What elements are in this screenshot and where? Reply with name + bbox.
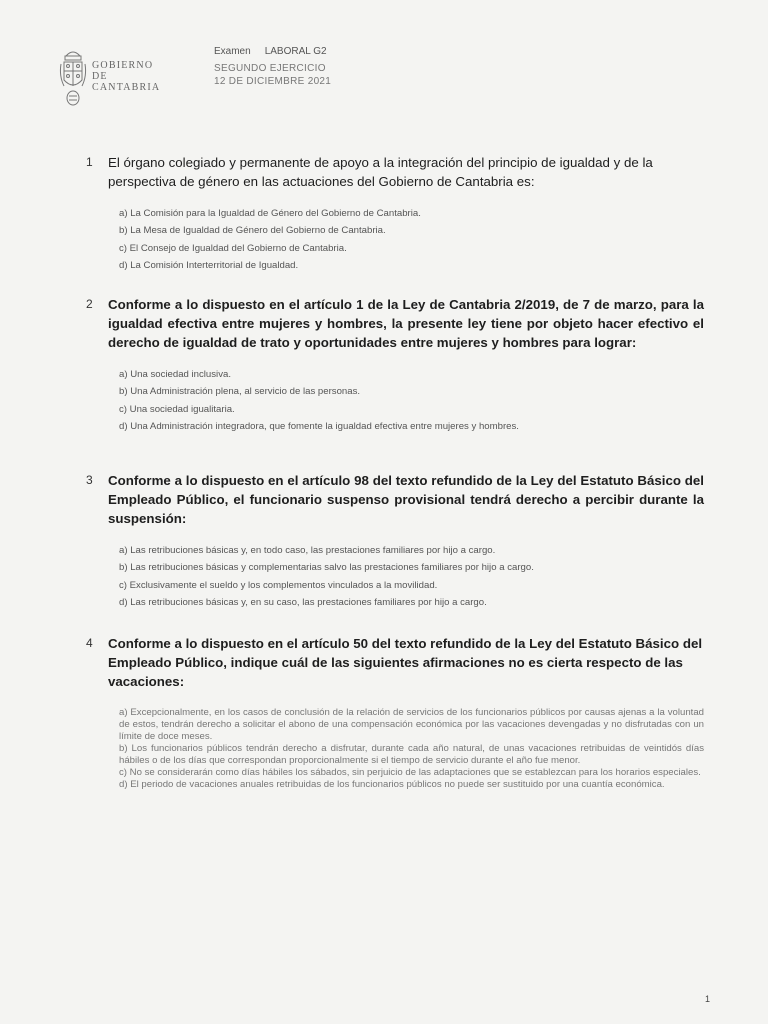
answer-option: d) Las retribuciones básicas y, en su caso, las prestaciones familiares por hijo a cargo. <box>119 596 487 608</box>
answer-option: b) Las retribuciones básicas y complementarias salvo las prestaciones familiares por hijo a cargo. <box>119 562 534 574</box>
exercise-title: SEGUNDO EJERCICIO <box>214 63 326 74</box>
cantabria-crest-icon <box>58 46 88 108</box>
question-text: Conforme a lo dispuesto en el artículo 1 de la Ley de Cantabria 2/2019, de 7 de marzo, para la igualdad efectiva entre mujeres y hombres, la presente ley tiene por objeto hacer efectivo el derecho de igualdad de trato y oportunidades entre mujeres y hombres para lograr: <box>108 297 704 350</box>
answer-option: c) Exclusivamente el sueldo y los complementos vinculados a la movilidad. <box>119 579 438 591</box>
answer-option: d) Una Administración integradora, que fomente la igualdad efectiva entre mujeres y hombres. <box>119 420 519 432</box>
answer-option: c) Una sociedad igualitaria. <box>119 403 235 415</box>
question-text: Conforme a lo dispuesto en el artículo 98 del texto refundido de la Ley del Estatuto Básico del Empleado Público, el funcionario suspenso provisional tendrá derecho a percibir durante la suspensión: <box>108 473 704 526</box>
answer-option: b) La Mesa de Igualdad de Género del Gobierno de Cantabria. <box>119 225 386 237</box>
exam-label: Examen <box>214 46 251 57</box>
answer-list <box>119 366 704 435</box>
answer-option: b) Los funcionarios públicos tendrán derecho a disfrutar, durante cada año natural, de unas vacaciones retribuidas de veintidós días hábiles o de los días que correspondan proporcionalmente si el tiempo de servicio durante el año fue menor. <box>119 743 704 766</box>
answer-option: d) El periodo de vacaciones anuales retribuidas de los funcionarios públicos no puede ser sustituido por una cuantía económica. <box>119 779 665 790</box>
exam-info <box>214 45 331 88</box>
answer-option: a) Las retribuciones básicas y, en todo caso, las prestaciones familiares por hijo a cargo. <box>119 545 496 556</box>
answer-option: a) La Comisión para la Igualdad de Género del Gobierno de Cantabria. <box>119 208 421 219</box>
answer-option: d) La Comisión Interterritorial de Igualdad. <box>119 259 299 271</box>
answer-list <box>119 707 704 791</box>
exam-date: 12 DE DICIEMBRE 2021 <box>214 76 332 87</box>
question-number: 4 <box>86 636 93 650</box>
question-1 <box>86 153 704 274</box>
answer-option: a) Una sociedad inclusiva. <box>119 369 231 380</box>
question-2 <box>86 295 704 435</box>
question-number: 2 <box>86 297 93 311</box>
answer-option: c) El Consejo de Igualdad del Gobierno de Cantabria. <box>119 242 347 254</box>
government-line-3: CANTABRIA <box>92 82 161 93</box>
page-number: 1 <box>704 994 710 1004</box>
exam-type: LABORAL G2 <box>264 46 327 57</box>
answer-list <box>119 542 704 611</box>
government-name <box>92 60 192 93</box>
answer-option: c) No se considerarán como días hábiles los sábados, sin perjuicio de las adaptaciones que se establezcan para los horarios especiales. <box>119 767 701 778</box>
government-line-1: GOBIERNO <box>92 60 154 71</box>
question-4 <box>86 634 704 791</box>
question-number: 1 <box>86 155 93 169</box>
question-number: 3 <box>86 473 93 487</box>
question-text: El órgano colegiado y permanente de apoyo a la integración del principio de igualdad y de la perspectiva de género en las actuaciones del Gobierno de Cantabria es: <box>108 155 653 189</box>
answer-option: a) Excepcionalmente, en los casos de conclusión de la relación de servicios de los funcionarios públicos por causas ajenas a la voluntad de estos, tendrán derecho a solicitar el abono de una compensación económica por las vacaciones devengadas y no disfrutadas con un límite de doce meses. <box>119 707 704 742</box>
answer-list <box>119 205 704 274</box>
question-text: Conforme a lo dispuesto en el artículo 50 del texto refundido de la Ley del Estatuto Básico del Empleado Público, indique cuál de las siguientes afirmaciones no es cierta respecto de las vacaciones: <box>108 636 703 689</box>
government-line-2: DE <box>92 71 108 82</box>
answer-option: b) Una Administración plena, al servicio de las personas. <box>119 386 361 398</box>
question-3 <box>86 471 704 611</box>
